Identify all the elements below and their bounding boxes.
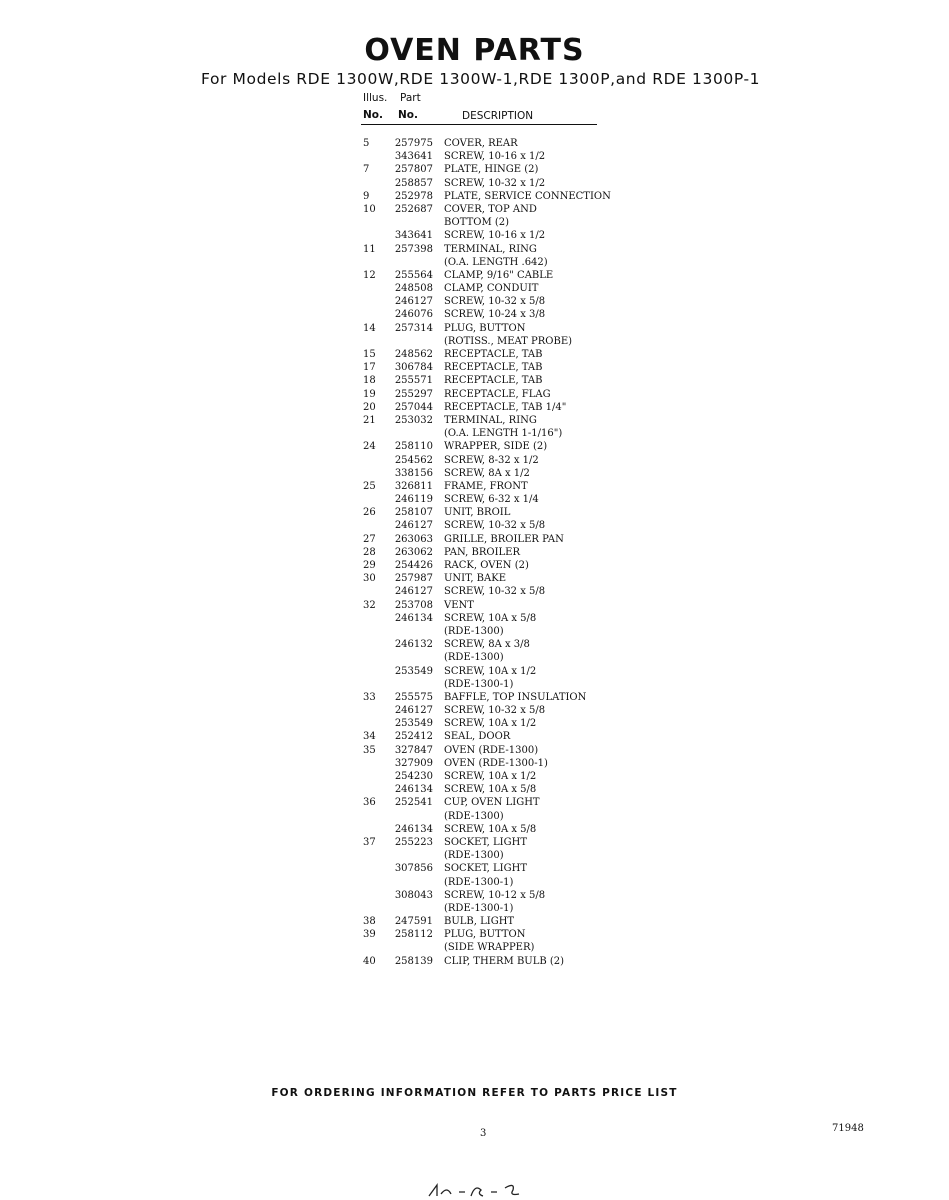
illus-no: 29 bbox=[363, 560, 376, 571]
part-description: (RDE-1300) bbox=[444, 652, 504, 664]
part-no: 253549 bbox=[394, 665, 433, 677]
part-row bbox=[360, 335, 620, 348]
part-no: 248562 bbox=[394, 349, 433, 360]
part-row bbox=[360, 322, 620, 335]
part-description: PLATE, SERVICE CONNECTION bbox=[444, 190, 611, 202]
part-no: 253032 bbox=[394, 414, 433, 426]
illus-no: 11 bbox=[363, 243, 376, 255]
part-no: 255571 bbox=[394, 375, 433, 387]
illus-no: 28 bbox=[363, 546, 376, 558]
document-number: 71948 bbox=[832, 1123, 864, 1134]
part-row bbox=[360, 625, 620, 638]
illus-no bbox=[360, 717, 384, 730]
part-description: (ROTISS., MEAT PROBE) bbox=[444, 335, 573, 347]
part-description: SCREW, 6-32 x 1/4 bbox=[444, 494, 539, 506]
part-row bbox=[360, 599, 620, 612]
part-no: 246127 bbox=[394, 296, 433, 308]
part-row bbox=[360, 902, 620, 915]
part-description: SCREW, 10-32 x 1/2 bbox=[444, 177, 546, 189]
part-description: SCREW, 8-32 x 1/2 bbox=[444, 454, 539, 466]
illus-no: 15 bbox=[363, 349, 376, 360]
illus-no: 38 bbox=[363, 916, 376, 928]
part-description: BAFFLE, TOP INSULATION bbox=[444, 691, 587, 703]
illus-no bbox=[360, 229, 384, 242]
part-no: 246132 bbox=[394, 639, 433, 651]
part-description: SCREW, 10-16 x 1/2 bbox=[444, 151, 546, 163]
part-no: 338156 bbox=[394, 467, 433, 479]
part-description: CLIP, THERM BULB (2) bbox=[444, 955, 565, 967]
illus-no: 35 bbox=[363, 744, 376, 756]
part-row bbox=[360, 427, 620, 440]
part-description: SCREW, 10-32 x 5/8 bbox=[444, 296, 546, 308]
part-no: 255297 bbox=[394, 388, 433, 400]
part-row bbox=[360, 308, 620, 321]
part-no: 263063 bbox=[394, 533, 433, 545]
part-no: 254562 bbox=[394, 454, 433, 466]
illus-no: 25 bbox=[363, 480, 376, 492]
part-no: 246127 bbox=[394, 705, 433, 717]
part-no bbox=[384, 256, 435, 269]
illus-no bbox=[360, 585, 384, 598]
illus-no: 37 bbox=[363, 836, 376, 848]
part-no: 246119 bbox=[394, 494, 433, 506]
part-no: 246127 bbox=[394, 586, 433, 598]
part-row bbox=[360, 717, 620, 730]
part-no: 343641 bbox=[394, 230, 433, 242]
part-row bbox=[360, 928, 620, 941]
illus-no bbox=[360, 216, 384, 229]
illus-no: 27 bbox=[363, 533, 376, 545]
part-description: FRAME, FRONT bbox=[444, 480, 528, 492]
page-title: OVEN PARTS bbox=[364, 33, 585, 68]
illus-no: 30 bbox=[363, 573, 376, 585]
part-no bbox=[384, 216, 435, 229]
part-no: 246134 bbox=[394, 823, 433, 835]
illus-no: 33 bbox=[363, 691, 376, 703]
part-row bbox=[360, 862, 620, 875]
part-row bbox=[360, 216, 620, 229]
part-row bbox=[360, 190, 620, 203]
part-description: PLUG, BUTTON bbox=[444, 322, 526, 334]
part-row bbox=[360, 454, 620, 467]
part-no: 343641 bbox=[394, 151, 433, 163]
illus-no bbox=[360, 467, 384, 480]
illus-no: 32 bbox=[363, 599, 376, 611]
part-description: UNIT, BROIL bbox=[444, 507, 511, 519]
part-description: BULB, LIGHT bbox=[444, 916, 515, 928]
part-description: RECEPTACLE, TAB bbox=[444, 349, 543, 360]
part-row bbox=[360, 955, 620, 968]
part-description: SCREW, 10-32 x 5/8 bbox=[444, 586, 546, 598]
part-description: PAN, BROILER bbox=[444, 546, 520, 558]
part-header-top: Part bbox=[400, 92, 421, 104]
part-description: RECEPTACLE, FLAG bbox=[444, 388, 551, 400]
part-row bbox=[360, 467, 620, 480]
part-no: 327847 bbox=[394, 744, 433, 756]
part-description: WRAPPER, SIDE (2) bbox=[444, 441, 548, 453]
part-description: RECEPTACLE, TAB bbox=[444, 362, 543, 374]
part-no: 258857 bbox=[394, 177, 433, 189]
illus-no bbox=[360, 519, 384, 532]
part-no: 308043 bbox=[394, 889, 433, 901]
illus-no: 36 bbox=[363, 797, 376, 809]
illus-no bbox=[360, 625, 384, 638]
part-description: SCREW, 10A x 1/2 bbox=[444, 771, 537, 782]
part-description: SCREW, 10A x 5/8 bbox=[444, 784, 537, 796]
part-description: CUP, OVEN LIGHT bbox=[444, 797, 540, 809]
parts-list bbox=[360, 137, 620, 968]
illus-no: 18 bbox=[363, 375, 376, 387]
part-no: 252687 bbox=[394, 203, 433, 215]
part-description: RECEPTACLE, TAB 1/4" bbox=[444, 401, 567, 413]
illus-no: 9 bbox=[363, 190, 370, 202]
part-description: SEAL, DOOR bbox=[444, 731, 511, 743]
part-row bbox=[360, 546, 620, 559]
part-no bbox=[384, 941, 435, 954]
part-no: 257807 bbox=[394, 164, 433, 176]
part-row bbox=[360, 704, 620, 717]
illus-no bbox=[360, 427, 384, 440]
illus-no: 39 bbox=[363, 929, 376, 941]
part-no: 255575 bbox=[394, 691, 433, 703]
part-row bbox=[360, 243, 620, 256]
illus-no bbox=[360, 651, 384, 664]
part-no bbox=[384, 810, 435, 823]
part-row bbox=[360, 533, 620, 546]
part-description: SCREW, 10-32 x 5/8 bbox=[444, 520, 546, 532]
part-description: SCREW, 10A x 1/2 bbox=[444, 718, 537, 730]
part-no: 253549 bbox=[394, 718, 433, 730]
part-no bbox=[384, 902, 435, 915]
part-row bbox=[360, 295, 620, 308]
part-row bbox=[360, 770, 620, 783]
illus-no: 10 bbox=[363, 203, 376, 215]
part-description: VENT bbox=[444, 599, 474, 611]
part-row bbox=[360, 282, 620, 295]
illus-no: 24 bbox=[363, 441, 376, 453]
part-description: (O.A. LENGTH 1-1/16") bbox=[444, 428, 563, 440]
part-row bbox=[360, 757, 620, 770]
illus-no bbox=[360, 612, 384, 625]
part-row bbox=[360, 229, 620, 242]
part-row bbox=[360, 203, 620, 216]
part-description: SCREW, 8A x 1/2 bbox=[444, 467, 530, 479]
handwritten-mark bbox=[425, 1180, 535, 1200]
part-description: (RDE-1300) bbox=[444, 850, 504, 862]
illus-no bbox=[360, 876, 384, 889]
illus-no bbox=[360, 256, 384, 269]
part-description: (RDE-1300-1) bbox=[444, 902, 514, 914]
part-row bbox=[360, 889, 620, 902]
ordering-note: FOR ORDERING INFORMATION REFER TO PARTS PRICE LIST bbox=[271, 1087, 678, 1099]
page-number: 3 bbox=[480, 1128, 487, 1139]
part-no bbox=[384, 678, 435, 691]
part-description: CLAMP, CONDUIT bbox=[444, 283, 539, 295]
illus-no bbox=[360, 454, 384, 467]
illus-no bbox=[360, 638, 384, 651]
part-row bbox=[360, 678, 620, 691]
illus-no: 12 bbox=[363, 269, 376, 281]
part-no bbox=[384, 335, 435, 348]
illus-no bbox=[360, 810, 384, 823]
part-description: OVEN (RDE-1300-1) bbox=[444, 757, 548, 769]
part-row bbox=[360, 796, 620, 809]
illus-no bbox=[360, 862, 384, 875]
part-row bbox=[360, 638, 620, 651]
illus-no bbox=[360, 665, 384, 678]
illus-no bbox=[360, 282, 384, 295]
illus-no: 34 bbox=[363, 731, 376, 743]
part-description: SCREW, 10-24 x 3/8 bbox=[444, 309, 546, 321]
part-no: 254426 bbox=[394, 560, 433, 571]
part-description: RACK, OVEN (2) bbox=[444, 560, 529, 571]
part-no: 252541 bbox=[394, 797, 433, 809]
description-header: DESCRIPTION bbox=[462, 110, 534, 122]
part-no: 307856 bbox=[394, 863, 433, 875]
part-no: 252412 bbox=[394, 731, 433, 743]
illus-no bbox=[360, 770, 384, 783]
part-description: (SIDE WRAPPER) bbox=[444, 942, 535, 954]
part-row bbox=[360, 414, 620, 427]
part-description: SCREW, 10-16 x 1/2 bbox=[444, 230, 546, 242]
part-row bbox=[360, 810, 620, 823]
header-rule bbox=[361, 124, 597, 125]
illus-no-header: No. bbox=[363, 109, 383, 121]
part-description: SCREW, 10A x 5/8 bbox=[444, 612, 537, 624]
part-description: TERMINAL, RING bbox=[444, 414, 537, 426]
part-no: 326811 bbox=[394, 480, 433, 492]
part-no bbox=[384, 849, 435, 862]
illus-no bbox=[360, 783, 384, 796]
part-row bbox=[360, 177, 620, 190]
part-no: 246127 bbox=[394, 520, 433, 532]
part-description: SCREW, 10-32 x 5/8 bbox=[444, 705, 546, 717]
illus-no: 40 bbox=[363, 955, 376, 967]
part-no: 258139 bbox=[394, 955, 433, 967]
part-row bbox=[360, 730, 620, 743]
part-no: 263062 bbox=[394, 546, 433, 558]
part-description: SCREW, 10A x 5/8 bbox=[444, 823, 537, 835]
part-description: PLATE, HINGE (2) bbox=[444, 164, 539, 176]
part-description: UNIT, BAKE bbox=[444, 573, 507, 585]
part-no: 257314 bbox=[394, 322, 433, 334]
part-row bbox=[360, 269, 620, 282]
part-no: 327909 bbox=[394, 757, 433, 769]
illus-no: 7 bbox=[363, 164, 370, 176]
part-row bbox=[360, 163, 620, 176]
illus-no bbox=[360, 889, 384, 902]
part-description: (RDE-1300) bbox=[444, 810, 504, 822]
part-row bbox=[360, 849, 620, 862]
part-row bbox=[360, 374, 620, 387]
part-no-header: No. bbox=[398, 109, 418, 121]
illus-no bbox=[360, 849, 384, 862]
illus-no: 21 bbox=[363, 414, 376, 426]
illus-no: 5 bbox=[363, 138, 370, 149]
part-row bbox=[360, 137, 620, 150]
part-no: 258112 bbox=[394, 929, 433, 941]
part-description: SOCKET, LIGHT bbox=[444, 863, 527, 875]
part-no: 258110 bbox=[394, 441, 433, 453]
part-row bbox=[360, 941, 620, 954]
part-row bbox=[360, 823, 620, 836]
part-description: SOCKET, LIGHT bbox=[444, 836, 527, 848]
part-row bbox=[360, 744, 620, 757]
part-description: GRILLE, BROILER PAN bbox=[444, 533, 564, 545]
part-row bbox=[360, 612, 620, 625]
illus-no: 19 bbox=[363, 388, 376, 400]
part-row bbox=[360, 256, 620, 269]
part-row bbox=[360, 519, 620, 532]
part-row bbox=[360, 559, 620, 572]
part-no: 306784 bbox=[394, 362, 433, 374]
part-description: OVEN (RDE-1300) bbox=[444, 744, 539, 756]
illus-no bbox=[360, 704, 384, 717]
part-no: 255564 bbox=[394, 269, 433, 281]
part-row bbox=[360, 665, 620, 678]
illus-no bbox=[360, 150, 384, 163]
part-no bbox=[384, 651, 435, 664]
illus-no: 17 bbox=[363, 362, 376, 374]
part-row bbox=[360, 691, 620, 704]
illus-no bbox=[360, 678, 384, 691]
part-no: 246076 bbox=[394, 309, 433, 321]
illus-no bbox=[360, 335, 384, 348]
illus-no bbox=[360, 493, 384, 506]
part-row bbox=[360, 388, 620, 401]
part-row bbox=[360, 150, 620, 163]
part-description: CLAMP, 9/16" CABLE bbox=[444, 269, 554, 281]
part-no: 258107 bbox=[394, 507, 433, 519]
illus-no bbox=[360, 941, 384, 954]
illus-no bbox=[360, 902, 384, 915]
illus-no: 26 bbox=[363, 507, 376, 519]
part-no: 247591 bbox=[394, 916, 433, 928]
part-description: COVER, TOP AND bbox=[444, 203, 537, 215]
part-no: 257398 bbox=[394, 243, 433, 255]
part-description: (RDE-1300-1) bbox=[444, 876, 514, 888]
part-no: 257975 bbox=[394, 138, 433, 149]
part-no bbox=[384, 876, 435, 889]
part-no: 252978 bbox=[394, 190, 433, 202]
part-description: SCREW, 10A x 1/2 bbox=[444, 665, 537, 677]
part-row bbox=[360, 480, 620, 493]
part-no bbox=[384, 427, 435, 440]
part-row bbox=[360, 493, 620, 506]
part-description: BOTTOM (2) bbox=[444, 217, 510, 229]
illus-no bbox=[360, 295, 384, 308]
part-row bbox=[360, 361, 620, 374]
part-description: RECEPTACLE, TAB bbox=[444, 375, 543, 387]
part-description: (RDE-1300-1) bbox=[444, 678, 514, 690]
illus-no bbox=[360, 823, 384, 836]
part-row bbox=[360, 585, 620, 598]
part-row bbox=[360, 876, 620, 889]
part-no: 246134 bbox=[394, 784, 433, 796]
illus-no bbox=[360, 757, 384, 770]
part-row bbox=[360, 506, 620, 519]
part-row bbox=[360, 440, 620, 453]
part-row bbox=[360, 401, 620, 414]
illus-header-top: Illus. bbox=[363, 92, 388, 104]
illus-no bbox=[360, 177, 384, 190]
part-description: TERMINAL, RING bbox=[444, 243, 537, 255]
part-row bbox=[360, 915, 620, 928]
part-no: 254230 bbox=[394, 771, 433, 782]
models-subtitle: For Models RDE 1300W,RDE 1300W-1,RDE 1300P,and RDE 1300P-1 bbox=[201, 70, 761, 88]
part-description: PLUG, BUTTON bbox=[444, 929, 526, 941]
part-no: 257044 bbox=[394, 401, 433, 413]
part-no: 257987 bbox=[394, 573, 433, 585]
part-no: 248508 bbox=[394, 283, 433, 295]
part-description: SCREW, 8A x 3/8 bbox=[444, 639, 530, 651]
part-no: 253708 bbox=[394, 599, 433, 611]
illus-no: 20 bbox=[363, 401, 376, 413]
part-no: 246134 bbox=[394, 612, 433, 624]
illus-no bbox=[360, 308, 384, 321]
part-no: 255223 bbox=[394, 836, 433, 848]
part-description: (RDE-1300) bbox=[444, 625, 504, 637]
part-row bbox=[360, 836, 620, 849]
illus-no: 14 bbox=[363, 322, 376, 334]
part-row bbox=[360, 651, 620, 664]
part-description: SCREW, 10-12 x 5/8 bbox=[444, 889, 546, 901]
part-description: (O.A. LENGTH .642) bbox=[444, 256, 548, 268]
part-row bbox=[360, 348, 620, 361]
part-row bbox=[360, 572, 620, 585]
part-no bbox=[384, 625, 435, 638]
part-description: COVER, REAR bbox=[444, 138, 518, 149]
part-row bbox=[360, 783, 620, 796]
